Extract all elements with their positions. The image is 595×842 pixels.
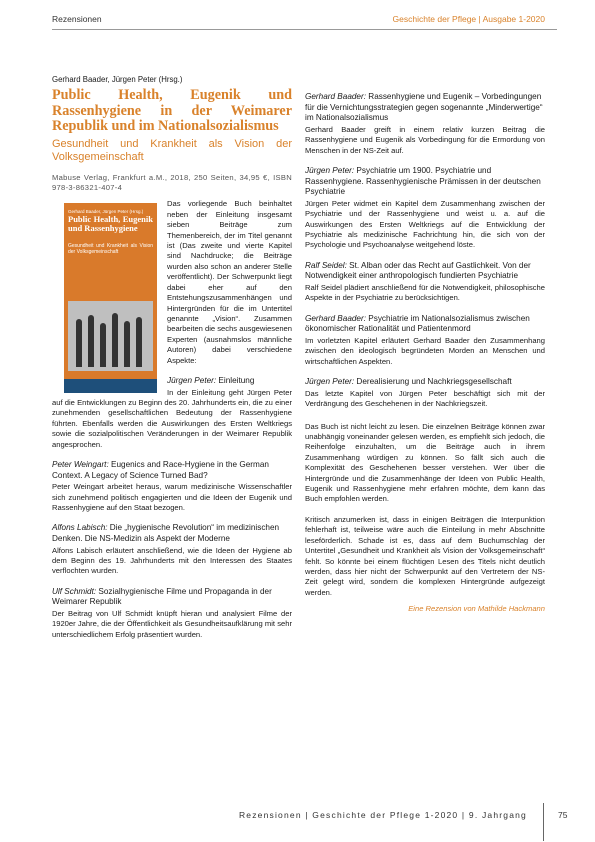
section-heading: [305, 377, 545, 388]
section-author: Ulf Schmidt:: [52, 586, 97, 596]
footer-rule: [543, 803, 544, 841]
section-title: Einleitung: [216, 375, 255, 385]
section-text: Der Beitrag von Ulf Schmidt knüpft hieran und analysiert Filme der 1920er Jahre, die der Öffentlichkeit als Gesundheitsaufklärung mit sehr unterschiedlichem Erfolg präsentiert wurden.: [52, 608, 292, 639]
section-heading: [52, 460, 292, 481]
section-title: Die „hygienische Revolution“ im medizinischen Denken. Die NS-Medizin als Aspekt der Moderne: [52, 523, 280, 543]
section-title: Sozialhygienische Filme und Propaganda in der Weimarer Republik: [52, 586, 272, 607]
cover-authors: Gerhard Baader, Jürgen Peter (Hrsg.): [68, 209, 144, 215]
section-author: Gerhard Baader:: [305, 313, 366, 323]
running-header-right: Geschichte der Pflege | Ausgabe 1-2020: [392, 14, 545, 24]
cover-bottom-band: [64, 379, 157, 393]
cover-figure: [100, 323, 106, 367]
cover-title: Public Health, Eugenik und Rassenhygiene: [68, 214, 153, 234]
section-title: Rassenhygiene und Eugenik – Vorbedingungen für die Vernichtungsstrategien gegen sogenannte „Minderwertige“ im Nationalsozialismus: [305, 92, 543, 123]
intro-paragraph: Das vorliegende Buch beinhaltet neben der Einleitung insgesamt sieben Beiträge zum Themenbereich, der im Titel genannt ist (Das zweite und vierte Kapitel sind Nachdrucke; die Beiträge wurden also schon an anderer Stelle veröffentlicht). Der Schwerpunkt liegt dabei eher auf den Entstehungszusammenhängen und Hintergründen für die im Untertitel genannte „Vision“. Zusammen bearbeiten die sechs ausgewiesenen Experten (ausnahmslos männliche Autoren) dabei verschiedene Aspekte:: [167, 199, 292, 365]
book-authors: Gerhard Baader, Jürgen Peter (Hrsg.): [52, 75, 183, 84]
cover-figure: [76, 319, 82, 367]
section-author: Peter Weingart:: [52, 459, 109, 469]
section-title: Psychiatrie im Nationalsozialismus zwischen ökonomischer Rationalität und Patientenmord: [305, 313, 530, 334]
cover-subtitle: Gesundheit und Krankheit als Vision der Volksgemeinschaft: [68, 243, 153, 256]
left-column: [52, 75, 292, 646]
section-author: Jürgen Peter:: [305, 377, 355, 387]
section-title: Derealisierung und Nachkriegsgesellschaft: [354, 377, 512, 387]
section-heading: [305, 92, 545, 124]
section-heading: [305, 314, 545, 335]
section-text: Im vorletzten Kapitel erläutert Gerhard Baader den Zusammenhang zwischen den ideologisch begründeten Morden an Menschen und wirtschaftlichen Aspekten.: [305, 336, 545, 366]
section-text: Peter Weingart arbeitet heraus, warum medizinische Wissenschaftler sich zunehmend politisch engagierten und die Ideen der Eugenik und Rassenhygiene auf den Staat bezogen.: [52, 482, 292, 512]
section-author: Ralf Seidel:: [305, 260, 347, 270]
section-title: St. Alban oder das Recht auf Gastlichkeit. Von der Notwendigkeit einer anthropologisch fundierten Psychiatrie: [305, 260, 531, 281]
reviewer-credit: Eine Rezension von Mathilde Hackmann: [408, 604, 545, 614]
page-number: 75: [558, 810, 568, 820]
running-header-left: Rezensionen: [52, 14, 102, 24]
section-text: Gerhard Baader greift in einem relativ kurzen Beitrag die Rassenhygiene und Eugenik als Vorbedingung für die Ermordung von Menschen in der NS-Zeit auf.: [305, 124, 545, 155]
section-text: Ralf Seidel plädiert anschließend für die Notwendigkeit, philosophische Aspekte in der Psychiatrie zu berücksichtigen.: [305, 283, 545, 303]
section-heading: [305, 166, 545, 198]
cover-figure: [136, 317, 142, 367]
publication-info: Mabuse Verlag, Frankfurt a.M., 2018, 250 Seiten, 34,95 €, ISBN 978-3-86321-407-4: [52, 172, 292, 193]
book-subtitle: Gesundheit und Krankheit als Vision der Volksgemeinschaft: [52, 137, 292, 163]
section-heading: [305, 261, 545, 282]
section-author: Gerhard Baader:: [305, 92, 366, 101]
right-column: [305, 70, 545, 615]
footer-text: Rezensionen | Geschichte der Pflege 1-2020 | 9. Jahrgang: [238, 810, 527, 820]
cover-figure: [88, 315, 94, 367]
section-text: In der Einleitung geht Jürgen Peter auf die Entwicklungen zu Beginn des 20. Jahrhunderts ein, die zu einer zunehmenden gesellschaftlichen Bedeutung der Rassenhygiene führten. Ebenfalls werden die Auswirkungen des Ersten Weltkriegs sowie die sozialpolitischen Veränderungen in der Weimarer Republik angesprochen.: [52, 387, 292, 449]
book-cover-image: [64, 203, 157, 393]
section-text: Jürgen Peter widmet ein Kapitel dem Zusammenhang zwischen der Psychiatrie und der Rassenhygiene und weist u. a. auf die Auswirkungen des Ersten Weltkriegs auf die Entwicklung der Psychiatrie als medizinische Fachrichtung hin, die sich von der Psychologie und Psychoanalyse weitgehend löste.: [305, 198, 545, 250]
book-title: Public Health, Eugenik und Rassenhygiene in der Weimarer Republik und im Nationalsozialismus: [52, 87, 292, 135]
closing-paragraph: Das Buch ist nicht leicht zu lesen. Die einzelnen Beiträge können zwar unabhängig voneinander gelesen werden, es empfiehlt sich jedoch, die Reihenfolge einzuhalten, um die Beiträge auch in ihrem Zusammenhang würdigen zu können. So fällt sich auch die Komplexität des Geschehenen besser verstehen. Wer über die Hintergründe und die Zusammenhänge der Ideen von Public Health, Eugenik und Rassenhygiene mehr erfahren möchte, dem kann das Buch empfohlen werden.: [305, 421, 545, 504]
section-author: Jürgen Peter:: [167, 375, 217, 385]
section-text: Das letzte Kapitel von Jürgen Peter beschäftigt sich mit der Verdrängung des Geschehenen in der Nachkriegszeit.: [305, 388, 545, 409]
cover-photo: [68, 301, 153, 371]
section-text: Alfons Labisch erläutert anschließend, wie die Ideen der Hygiene ab dem Beginn des 19. Jahrhunderts mit den Interessen des Staates verflochten wurden.: [52, 545, 292, 576]
section-heading: [52, 587, 292, 608]
section-heading: [52, 523, 292, 544]
section-title: Eugenics and Race-Hygiene in the German Context. A Legacy of Science Turned Bad?: [52, 459, 269, 480]
cover-figure: [124, 321, 130, 367]
cover-figure: [112, 313, 118, 367]
closing-paragraph: Kritisch anzumerken ist, dass in einigen Beiträgen die Interpunktion fehlerhaft ist, teilweise wäre auch die Einteilung in mehr Abschnitte leseförderlich. Schade ist es, dass auf dem Buchumschlag der Untertitel „Gesundheit und Krankheit als Vision der Volksgemeinschaft“ fehlt. So könnte bei einem flüchtigen Lesen des Titels nicht deutlich werden, dass hier nicht der Schwerpunkt auf den Vertretern der NS-Zeit gelegt wird, sondern die komplexen Hintergründe aufgezeigt werden.: [305, 514, 545, 597]
intro-block: [52, 199, 292, 366]
section-title: Psychiatrie um 1900. Psychiatrie und Rassenhygiene. Rassenhygienische Prämissen in der deutschen Psychiatrie: [305, 166, 541, 197]
section-author: Jürgen Peter:: [305, 166, 355, 175]
section-author: Alfons Labisch:: [52, 523, 108, 533]
header-rule: [52, 29, 557, 30]
